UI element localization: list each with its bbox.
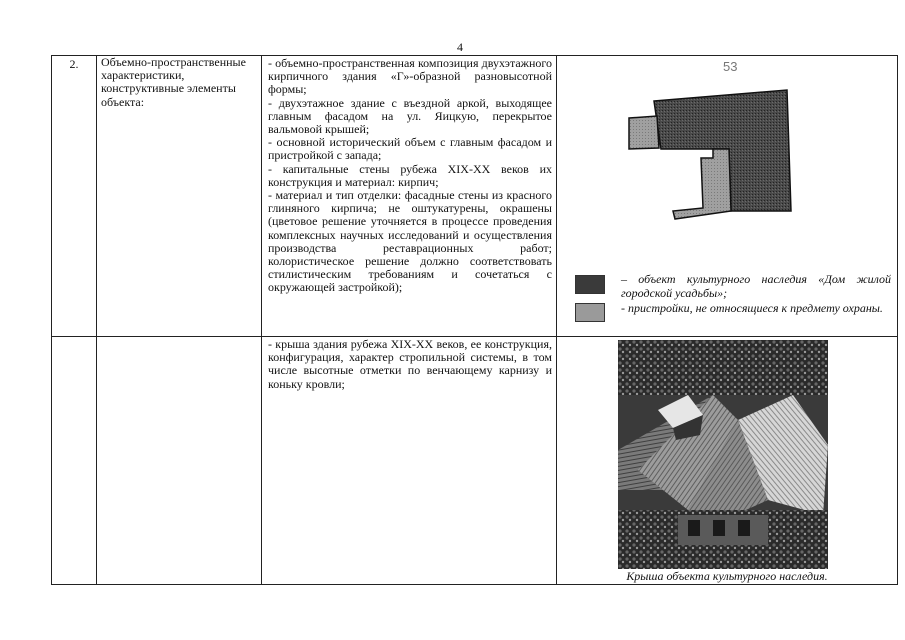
legend-text: - пристройки, не относящиеся к предмету охраны. bbox=[621, 301, 883, 315]
roof-photo bbox=[618, 340, 828, 569]
roof-photo-cell bbox=[557, 337, 898, 585]
site-plan-drawing bbox=[557, 56, 897, 266]
row-description: - крыша здания рубежа XIX-XX веков, ее конструкция, конфигурация, характер стропильной системы, в том числе высотные отметки по венчающему карнизу и коньку кровли; bbox=[262, 337, 557, 585]
description-item: - двухэтажное здание с въездной аркой, выходящее главным фасадом на ул. Яицкую, перекрытое вальмовой крышей; bbox=[268, 95, 552, 137]
row-title: Объемно-пространственные характеристики, конструктивные элементы объекта: bbox=[97, 56, 262, 337]
description-item: - материал и тип отделки: фасадные стены из красного глиняного кирпича; не оштукатурены, окрашены (цветовое решение уточняется в процессе проведения комплексных научных исследований и осуществления производства реставрационных работ; колористическое решение должно соответствовать стилистическим требованиям и сочетаться с окружающей застройкой); bbox=[268, 188, 552, 295]
row-number bbox=[52, 337, 97, 585]
description-item: - капитальные стены рубежа XIX-XX веков их конструкция и материал: кирпич; bbox=[268, 161, 552, 189]
legend-text: – объект культурного наследия «Дом жилой городской усадьбы»; bbox=[621, 272, 891, 300]
extension-shape bbox=[629, 116, 659, 149]
row-description bbox=[262, 56, 557, 337]
extension-shape bbox=[673, 149, 731, 219]
table-row bbox=[52, 56, 898, 337]
protection-subject-table bbox=[51, 55, 898, 585]
row-title bbox=[97, 337, 262, 585]
table-row bbox=[52, 337, 898, 585]
site-plan-cell bbox=[557, 56, 898, 337]
photo-caption: Крыша объекта культурного наследия. bbox=[626, 569, 828, 583]
description-item: - основной исторический объем с главным фасадом и пристройкой с запада; bbox=[268, 135, 552, 163]
description-item: - объемно-пространственная композиция двухэтажного кирпичного здания «Г»-образной разновысотной формы; bbox=[268, 56, 552, 97]
archive-stamp-number: 53 bbox=[723, 59, 738, 74]
legend-swatch-heritage bbox=[575, 275, 605, 294]
legend-swatch-extension bbox=[575, 303, 605, 322]
page-number: 4 bbox=[457, 40, 463, 54]
row-number: 2. bbox=[52, 56, 97, 337]
